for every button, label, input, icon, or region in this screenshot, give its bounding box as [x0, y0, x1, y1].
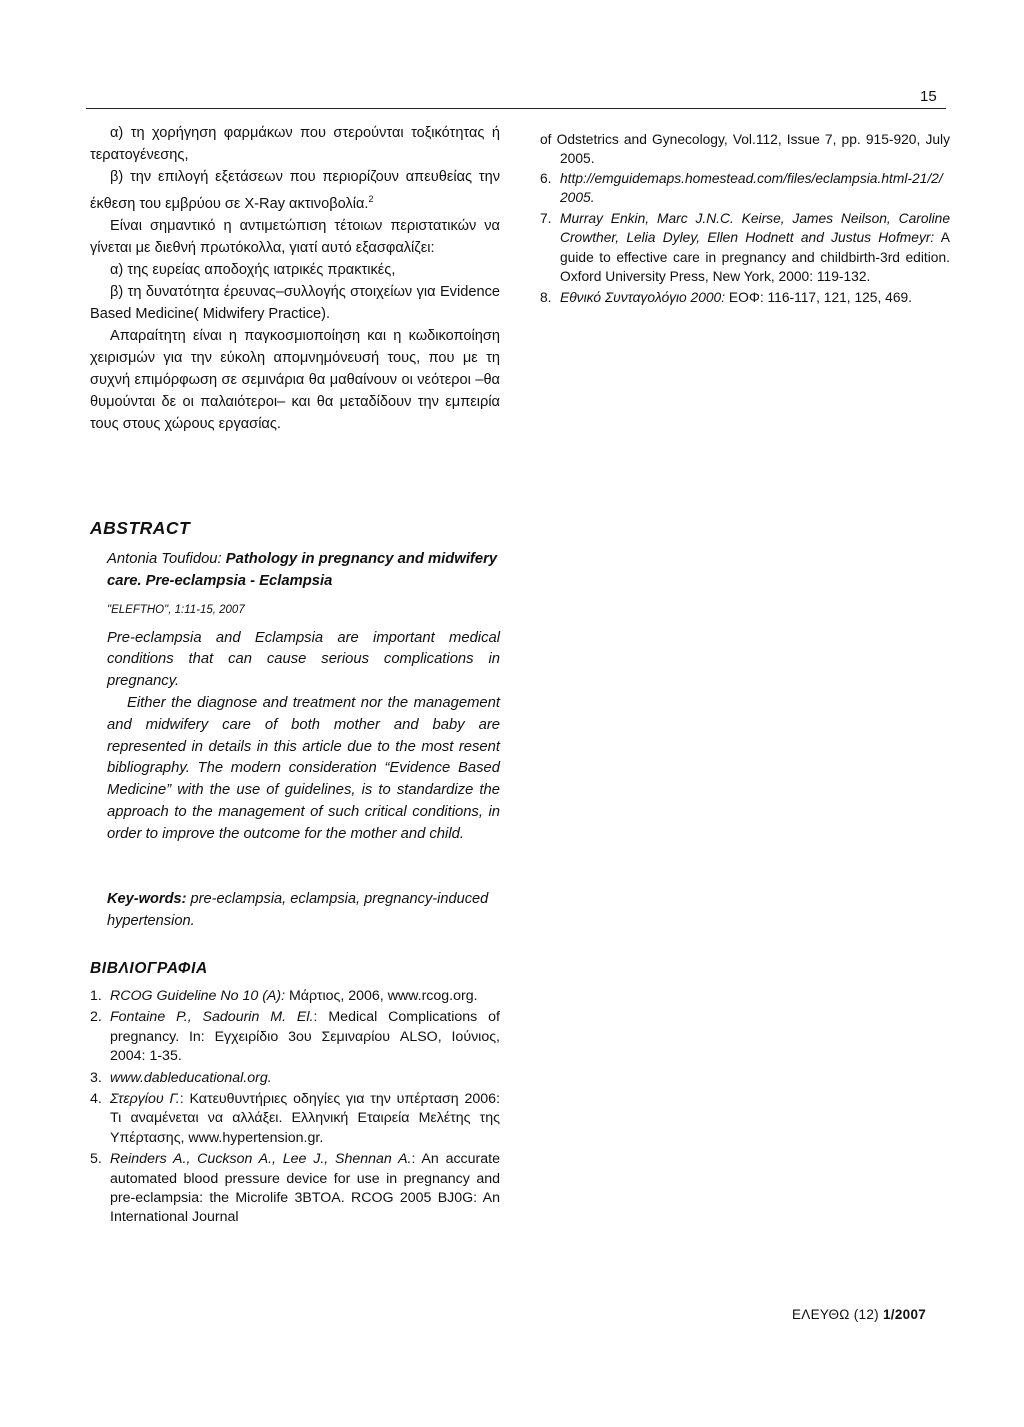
- paragraph-globalization: Απαραίτητη είναι η παγκοσμιοποίηση και η κωδικοποίηση χειρισμών για την εύκολη απομνημόνευσή τους, που με τη συχνή επιμόρφωση σε σεμινάρια θα μαθαίνουν οι νεότεροι –θα θυμούνται δε οι παλαιότεροι– και θα μεταδίδουν την εμπειρία τους στους χώρους εργασίας.: [90, 327, 500, 432]
- ensure-item-b: β) τη δυνατότητα έρευνας–συλλογής στοιχείων για Evidence Based Medicine( Midwifery Practice).: [90, 283, 500, 322]
- footer-journal: ΕΛΕΥΘΩ (12): [792, 1307, 883, 1322]
- abstract-heading: ABSTRACT: [90, 518, 191, 538]
- reference-item: [90, 987, 500, 1006]
- reference-number: 6.: [540, 170, 552, 186]
- reference-authors: http://emguidemaps.homestead.com/files/eclampsia.html-21/2/2005.: [560, 170, 943, 205]
- reference-number: 2.: [90, 1009, 102, 1026]
- page-number: 15: [920, 88, 937, 105]
- header-rule: [86, 108, 946, 109]
- reference-number: 3.: [90, 1069, 102, 1086]
- reference-item: [90, 1150, 500, 1228]
- footer-journal-info: [792, 1307, 926, 1322]
- reference-authors: RCOG Guideline No 10 (A):: [110, 988, 286, 1004]
- reference-authors: Στεργίου Γ.: [110, 1091, 180, 1108]
- reference-text: Μάρτιος, 2006, www.rcog.org.: [285, 988, 478, 1004]
- reference-body: [110, 1090, 500, 1148]
- abstract-citation: "ELEFTHO", 1:11-15, 2007: [107, 603, 245, 616]
- abstract-author: Antonia Toufidou:: [107, 551, 226, 567]
- reference-body: [110, 1008, 500, 1066]
- abstract-byline: [107, 549, 500, 593]
- keywords: [90, 888, 500, 932]
- abstract-para-1: Pre-eclampsia and Eclampsia are important medical conditions that can cause serious complications in pregnancy.: [107, 629, 500, 690]
- reference-text: : Medical Complications of pregnancy. In: Εγχειρίδιο 3ου Σεμιναρίου ALSO, Ιούνιος, 2004: 1-35.: [110, 1009, 501, 1065]
- left-column: [90, 122, 500, 435]
- ensure-item-a: α) της ευρείας αποδοχής ιατρικές πρακτικές,: [110, 261, 396, 278]
- reference-authors: www.dableducational.org.: [110, 1069, 272, 1086]
- intro-item-a: α) τη χορήγηση φαρμάκων που στερούνται τοξικότητας ή τερατογένεσης,: [90, 125, 500, 163]
- reference-number: 5.: [90, 1151, 102, 1168]
- bibliography-list: [90, 987, 500, 1230]
- reference-item: [90, 1069, 500, 1088]
- reference-body: [110, 987, 500, 1006]
- keywords-label: Key-words:: [107, 891, 187, 907]
- reference-item: [90, 1008, 500, 1066]
- reference-body: [560, 288, 950, 307]
- abstract-section: [90, 518, 500, 846]
- reference-item: [540, 209, 950, 286]
- abstract-title: Pathology in pregnancy and midwifery care. Pre-eclampsia - Eclampsia: [107, 551, 498, 589]
- reference-authors: Murray Enkin, Marc J.N.C. Keirse, James Neilson, Caroline Crowther, Lelia Dyley, Ellen Hodnett and Justus Hofmeyr:: [560, 211, 950, 246]
- reference-text: : An accurate automated blood pressure device for use in pregnancy and pre-eclampsia: the Microlife 3BTOA. RCOG 2005 BJ0G: An International Journal: [110, 1151, 500, 1226]
- footer-issue: 1/2007: [882, 1307, 927, 1322]
- reference-number: 8.: [540, 290, 552, 306]
- reference-item: [540, 288, 950, 307]
- reference-continuation: of Odstetrics and Gynecology, Vol.112, Issue 7, pp. 915-920, July 2005.: [540, 132, 950, 167]
- bibliography-heading: ΒΙΒΛΙΟΓΡΑΦΙΑ: [90, 960, 208, 977]
- footnote-ref: 2: [368, 194, 374, 204]
- reference-body: [110, 1069, 500, 1088]
- reference-authors: Reinders A., Cuckson A., Lee J., Shennan A.: [110, 1151, 412, 1168]
- reference-item: [90, 1090, 500, 1148]
- reference-number: 1.: [90, 988, 102, 1004]
- right-column: [540, 130, 950, 310]
- keywords-text: pre-eclampsia, eclampsia, pregnancy-induced hypertension.: [107, 891, 489, 929]
- reference-body: [560, 209, 950, 286]
- reference-number: 4.: [90, 1091, 102, 1108]
- reference-text: : Κατευθυντήριες οδηγίες για την υπέρταση 2006: Τι αναμένεται να αλλάξει. Ελληνική Εταιρεία Μελέτης της Υπέρτασης, www.hypertension.gr.: [110, 1091, 501, 1146]
- reference-body: [110, 1150, 500, 1228]
- reference-body: [560, 169, 950, 208]
- intro-item-b-text: β) την επιλογή εξετάσεων που περιορίζουν απευθείας την έκθεση του εμβρύου σε X-Ray ακτινοβολία.: [90, 169, 500, 212]
- reference-authors: Εθνικό Συνταγολόγιο 2000:: [560, 290, 726, 306]
- reference-item: [540, 169, 950, 208]
- abstract-body: [90, 549, 500, 846]
- reference-number: 7.: [540, 211, 552, 227]
- intro-item-b: [90, 166, 500, 215]
- reference-text: A guide to effective care in pregnancy and childbirth-3rd edition. Oxford University Press, New York, 2000: 119-132.: [560, 230, 950, 285]
- reference-text: ΕΟΦ: 116-117, 121, 125, 469.: [725, 290, 912, 306]
- abstract-para-2: Either the diagnose and treatment nor the management and midwifery care of both mother and baby are represented in details in this article due to the most resent bibliography. The modern consideration “Evidence Based Medicine” with the use of guidelines, is to standardize the approach to the management of such critical conditions, in order to improve the outcome for the mother and child.: [107, 694, 500, 842]
- reference-authors: Fontaine P., Sadourin M. El.: [110, 1009, 314, 1026]
- paragraph-protocols: Είναι σημαντικό η αντιμετώπιση τέτοιων περιστατικών να γίνεται με διεθνή πρωτόκολλα, γιατί αυτό εξασφαλίζει:: [90, 217, 500, 256]
